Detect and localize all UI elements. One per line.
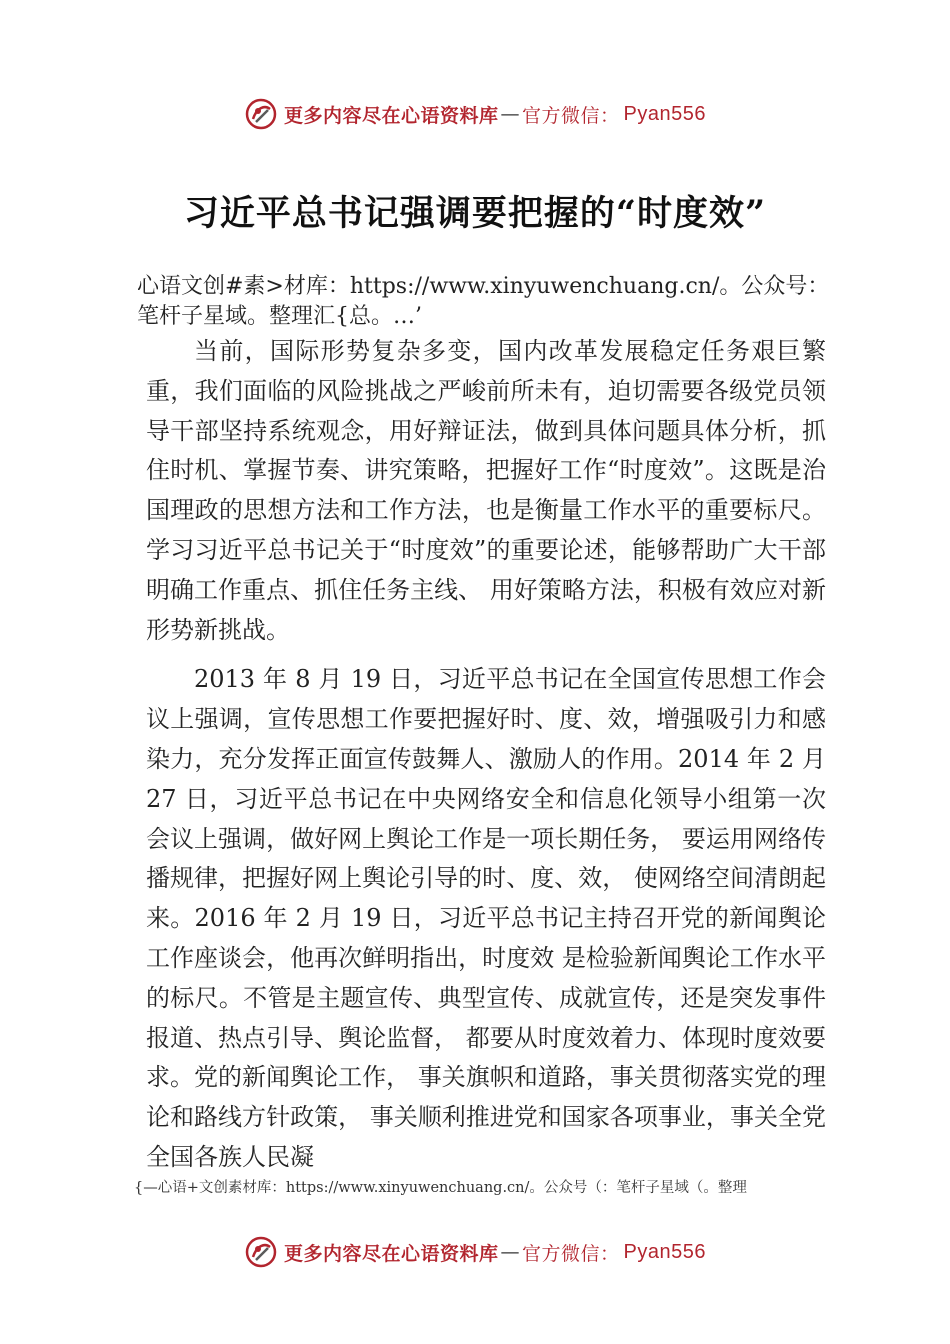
article-body: [146, 332, 826, 1180]
header-banner: [0, 94, 950, 134]
banner-wechat-id: Pyan556: [623, 102, 706, 125]
banner-main-text: 更多内容尽在心语资料库: [284, 104, 499, 127]
banner-wechat-id: Pyan556: [623, 1240, 706, 1263]
banner-separator: —: [500, 103, 521, 125]
source-line: 心语文创#素>材库：https://www.xinyuwenchuang.cn/。公众号：笔杆子星域。整理汇{总。…’: [137, 274, 830, 329]
brand-logo-icon: [244, 97, 278, 131]
paragraph-2: 2013 年 8 月 19 日，习近平总书记在全国宣传思想工作会议上强调，宣传思想工作要把握好时、度、效，增强吸引力和感染力，充分发挥正面宣传鼓舞人、激励人的作用。2014 年 2 月 27 日，习近平总书记在中央网络安全和信息化领导小组第一次会议上强调，做好网上舆论工作是一项长期任务， 要运用网络传播规律，把握好网上舆论引导的时、度、效， 使网络空间清朗起来。2016 年 2 月 19 日，习近平总书记主持召开党的新闻舆论工作座谈会，他再次鲜明指出，时度效 是检验新闻舆论工作水平的标尺。不管是主题宣传、典型宣传、成就宣传，还是突发事件报道、热点引导、舆论监督， 都要从时度效着力、体现时度效要求。党的新闻舆论工作， 事关旗帜和道路，事关贯彻落实党的理论和路线方针政策， 事关顺利推进党和国家各项事业，事关全党全国各族人民凝: [146, 665, 826, 1171]
banner-wechat-label: 官方微信：: [522, 1242, 620, 1265]
banner-wechat-label: 官方微信：: [522, 104, 620, 127]
page-title: 习近平总书记强调要把握的“时度效”: [183, 193, 767, 234]
brand-logo-icon: [244, 1235, 278, 1269]
paragraph-1: 当前，国际形势复杂多变，国内改革发展稳定任务艰巨繁重，我们面临的风险挑战之严峻前所未有，迫切需要各级党员领导干部坚持系统观念，用好辩证法，做到具体问题具体分析，抓住时机、掌握节奏、讲究策略，把握好工作“时度效”。这既是治国理政的思想方法和工作方法，也是衡量工作水平的重要标尺。学习习近平总书记关于“时度效”的重要论述，能够帮助广大干部明确工作重点、抓住任务主线、 用好策略方法，积极有效应对新形势新挑战。: [146, 337, 826, 644]
banner-separator: —: [500, 1241, 521, 1263]
footer-source-note: {—心语+文创素材库：https://www.xinyuwenchuang.cn/。公众号（：笔杆子星域（。整理: [134, 1180, 747, 1196]
banner-main-text: 更多内容尽在心语资料库: [284, 1242, 499, 1265]
footer-banner: [0, 1232, 950, 1272]
